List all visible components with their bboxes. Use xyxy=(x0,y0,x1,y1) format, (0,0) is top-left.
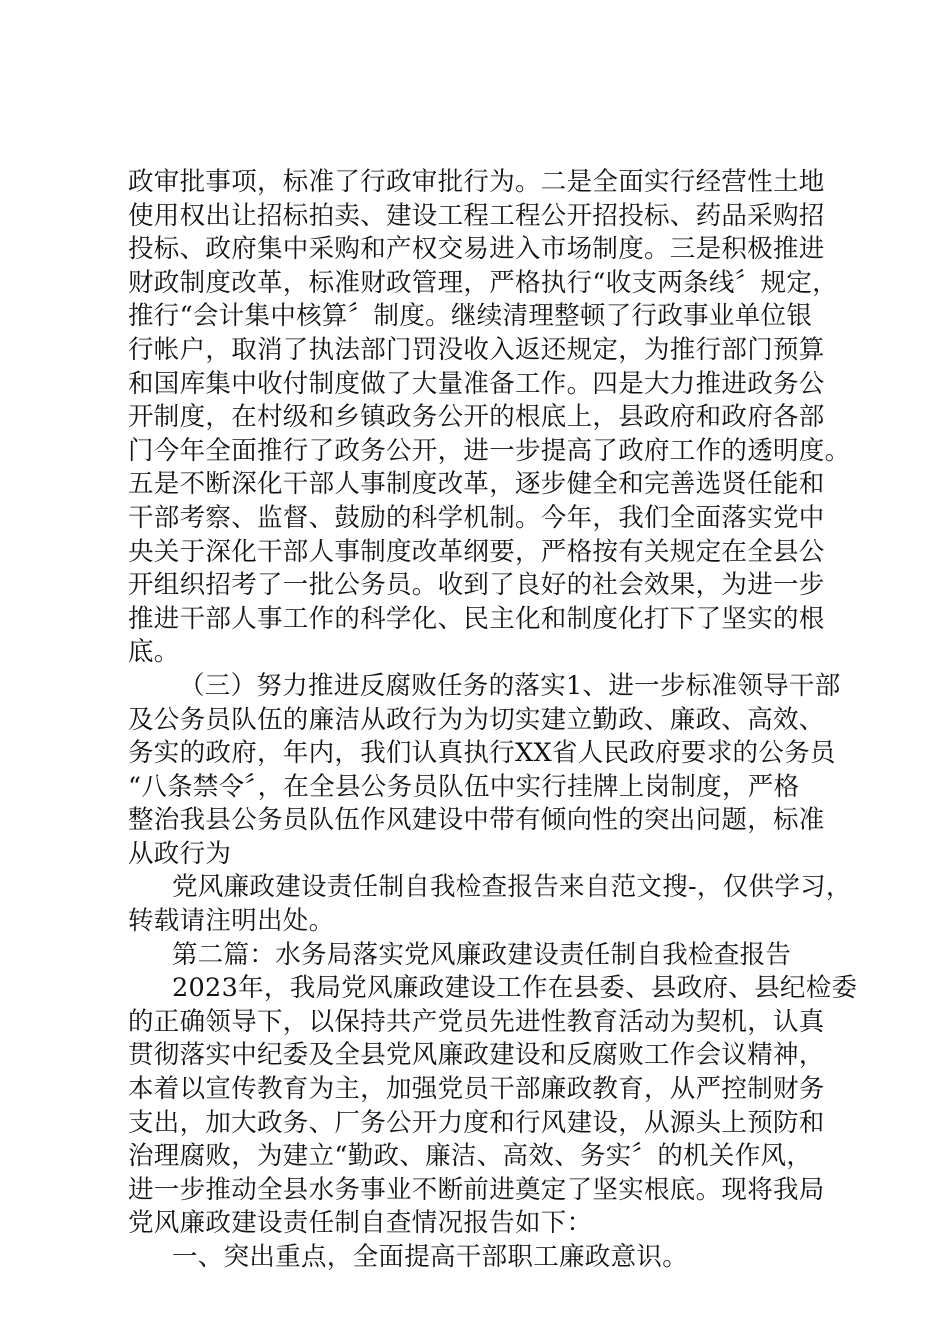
text-line: 整治我县公务员队伍作风建设中带有倾向性的突出问题，标准 xyxy=(128,805,825,836)
text-line: 行帐户，取消了执法部门罚没收入返还规定，为推行部门预算 xyxy=(128,334,825,365)
text-line: “八条禁令〞，在全县公务员队伍中实行挂牌上岗制度，严格 xyxy=(128,771,800,802)
text-line: 进一步推动全县水务事业不断前进奠定了坚实根底。现将我局 xyxy=(128,1174,825,1205)
text-line: 央关于深化干部人事制度改革纲要，严格按有关规定在全县公 xyxy=(128,536,825,567)
text-line: 治理腐败，为建立“勤政、廉洁、高效、务实〞的机关作风， xyxy=(128,1141,813,1172)
text-line: 开制度，在村级和乡镇政务公开的根底上，县政府和政府各部 xyxy=(128,402,825,433)
text-line: 党风廉政建设责任制自查情况报告如下： xyxy=(128,1208,593,1239)
text-line: 推进干部人事工作的科学化、民主化和制度化打下了坚实的根 xyxy=(128,603,825,634)
text-line: 财政制度改革，标准财政管理，严格执行“收支两条线〞规定， xyxy=(128,267,838,298)
text-line: 投标、政府集中采购和产权交易进入市场制度。三是积极推进 xyxy=(128,234,825,265)
text-line: 开组织招考了一批公务员。收到了良好的社会效果，为进一步 xyxy=(128,570,825,601)
text-line: 底。 xyxy=(128,637,180,668)
text-line: 从政行为 xyxy=(128,838,232,869)
chapter-title-line: 第二篇：水务局落实党风廉政建设责任制自我检查报告 xyxy=(172,939,792,970)
text-line: 使用权出让招标拍卖、建设工程工程公开招投标、药品采购招 xyxy=(128,200,825,231)
text-line: 务实的政府，年内，我们认真执行XX省人民政府要求的公务员 xyxy=(128,738,836,769)
text-line: 推行“会计集中核算〞制度。继续清理整顿了行政事业单位银 xyxy=(128,301,813,332)
section-heading-line: （三）努力推进反腐败任务的落实1、进一步标准领导干部 xyxy=(179,670,841,701)
text-line: 的正确领导下，以保持共产党员先进性教育活动为契机，认真 xyxy=(128,1006,825,1037)
text-line: 及公务员队伍的廉洁从政行为为切实建立勤政、廉政、高效、 xyxy=(128,704,825,735)
subsection-heading-line: 一、突出重点，全面提高干部职工廉政意识。 xyxy=(172,1242,689,1272)
text-line: 门今年全面推行了政务公开，进一步提高了政府工作的透明度。 xyxy=(128,435,851,466)
text-line: 贯彻落实中纪委及全县党风廉政建设和反腐败工作会议精神， xyxy=(128,1040,825,1071)
text-line: 五是不断深化干部人事制度改革，逐步健全和完善选贤任能和 xyxy=(128,469,825,500)
text-line: 本着以宣传教育为主，加强党员干部廉政教育，从严控制财务 xyxy=(128,1074,825,1105)
source-note-line: 党风廉政建设责任制自我检查报告来自范文搜-，仅供学习， xyxy=(172,872,852,903)
text-line: 转载请注明出处。 xyxy=(128,906,335,937)
text-line: 政审批事项，标准了行政审批行为。二是全面实行经营性土地 xyxy=(128,167,825,197)
text-line: 和国库集中收付制度做了大量准备工作。四是大力推进政务公 xyxy=(128,368,825,399)
document-body xyxy=(128,166,858,1275)
text-line: 2023年，我局党风廉政建设工作在县委、县政府、县纪检委 xyxy=(172,973,858,1004)
text-line: 支出，加大政务、厂务公开力度和行风建设，从源头上预防和 xyxy=(128,1107,825,1138)
text-line: 干部考察、监督、鼓励的科学机制。今年，我们全面落实党中 xyxy=(128,502,825,533)
